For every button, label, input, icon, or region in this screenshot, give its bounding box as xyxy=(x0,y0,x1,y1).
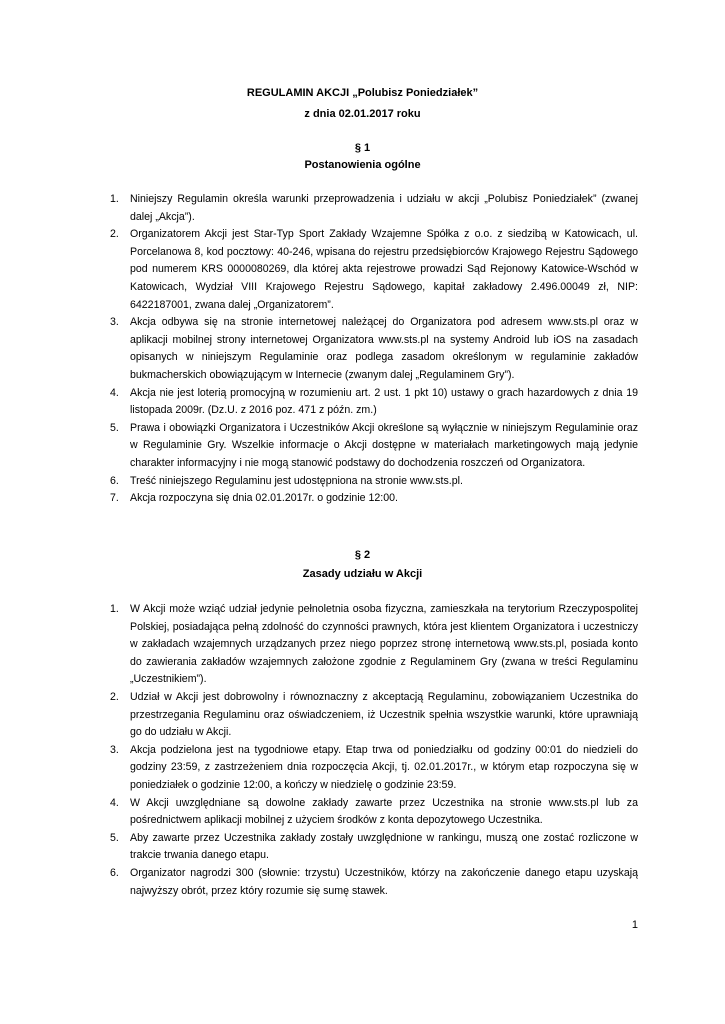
document-date: z dnia 02.01.2017 roku xyxy=(304,108,421,120)
list-item: 4. W Akcji uwzględniane są dowolne zakłady zawarte przez Uczestnika na stronie www.sts.pl lub za pośrednictwem aplikacji mobilnej z użyciem środków z konta depozytowego Uczestnika. xyxy=(110,796,638,827)
section-1-list xyxy=(110,191,638,508)
list-item: 5. Aby zawarte przez Uczestnika zakłady zostały uwzględnione w rankingu, muszą one zostać rozliczone w trakcie trwania danego etapu. xyxy=(110,831,638,862)
section-1-number: § 1 xyxy=(354,142,371,154)
list-item: 2. Udział w Akcji jest dobrowolny i równoznaczny z akceptacją Regulaminu, zobowiązaniem Uczestnika do przestrzegania Regulaminu oraz oświadczeniem, iż Uczestnik spełnia wszystkie warunki, które uprawniają go do udziału w Akcji. xyxy=(110,690,638,739)
list-item: 6. Treść niniejszego Regulaminu jest udostępniona na stronie www.sts.pl. xyxy=(110,474,463,487)
section-1-title: Postanowienia ogólne xyxy=(304,159,421,171)
list-item: 3. Akcja odbywa się na stronie internetowej należącej do Organizatora pod adresem www.sts.pl oraz w aplikacji mobilnej strony internetowej Organizatora www.sts.pl na systemy Android lub iOS na zasadach opisanych w niniejszym Regulaminie oraz podlega zasadom określonym w regulaminie zakładów bukmacherskich obowiązującym w Internecie (zwanym dalej „Regulaminem Gry”). xyxy=(110,316,638,381)
list-item: 1. W Akcji może wziąć udział jedynie pełnoletnia osoba fizyczna, zamieszkała na terytorium Rzeczypospolitej Polskiej, posiadająca pełną zdolność do czynności prawnych, która jest klientem Organizatora i uczestniczy w zakładach wzajemnych urządzanych przez niego poprzez stronę internetową www.sts.pl, posiada konto do zawierania zakładów wzajemnych założone zgodnie z Regulaminem Gry (zwana w treści Regulaminu „Uczestnikiem”). xyxy=(110,603,638,686)
page-number: 1 xyxy=(631,919,638,931)
section-2-number: § 2 xyxy=(354,549,371,561)
list-item: 3. Akcja podzielona jest na tygodniowe etapy. Etap trwa od poniedziałku od godziny 00:01 do niedzieli do godziny 23:59, z zastrzeżeniem dnia rozpoczęcia Akcji, tj. 02.01.2017r., w którym etap rozpoczyna się w poniedziałek o godzinie 12:00, a kończy w niedzielę o godzinie 23:59. xyxy=(110,743,638,791)
list-item: 2. Organizatorem Akcji jest Star-Typ Sport Zakłady Wzajemne Spółka z o.o. z siedzibą w Katowicach, ul. Porcelanowa 8, kod pocztowy: 40-246, wpisana do rejestru przedsiębiorców Krajowego Rejestru Sądowego pod numerem KRS 0000080269, dla której akta rejestrowe prowadzi Sąd Rejonowy Katowice-Wschód w Katowicach, Wydział VIII Krajowego Rejestru Sądowego, kapitał zakładowy 2.496.00049 zł, NIP: 6422187001, zwana dalej „Organizatorem”. xyxy=(110,228,638,311)
document-title: REGULAMIN AKCJI „Polubisz Poniedziałek” xyxy=(246,87,479,99)
list-item: 4. Akcja nie jest loterią promocyjną w rozumieniu art. 2 ust. 1 pkt 10) ustawy o grach hazardowych z dnia 19 listopada 2009r. (Dz.U. z 2016 poz. 471 z późn. zm.) xyxy=(110,386,638,417)
list-item: 1. Niniejszy Regulamin określa warunki przeprowadzenia i udziału w akcji „Polubisz Poniedziałek” (zwanej dalej „Akcja”). xyxy=(110,193,638,223)
section-2-list xyxy=(110,601,638,900)
list-item: 7. Akcja rozpoczyna się dnia 02.01.2017r. o godzinie 12:00. xyxy=(110,492,398,505)
list-item: 5. Prawa i obowiązki Organizatora i Uczestników Akcji określone są wyłącznie w niniejszym Regulaminie oraz w Regulaminie Gry. Wszelkie informacje o Akcji dostępne w materiałach marketingowych mają jedynie charakter informacyjny i nie mogą stanowić podstawy do dochodzenia roszczeń od Organizatora. xyxy=(110,421,638,469)
section-2-title: Zasady udziału w Akcji xyxy=(302,568,423,580)
list-item: 6. Organizator nagrodzi 300 (słownie: trzystu) Uczestników, którzy na zakończenie danego etapu uzyskają najwyższy obrót, przez który rozumie się sumę stawek. xyxy=(110,866,638,897)
